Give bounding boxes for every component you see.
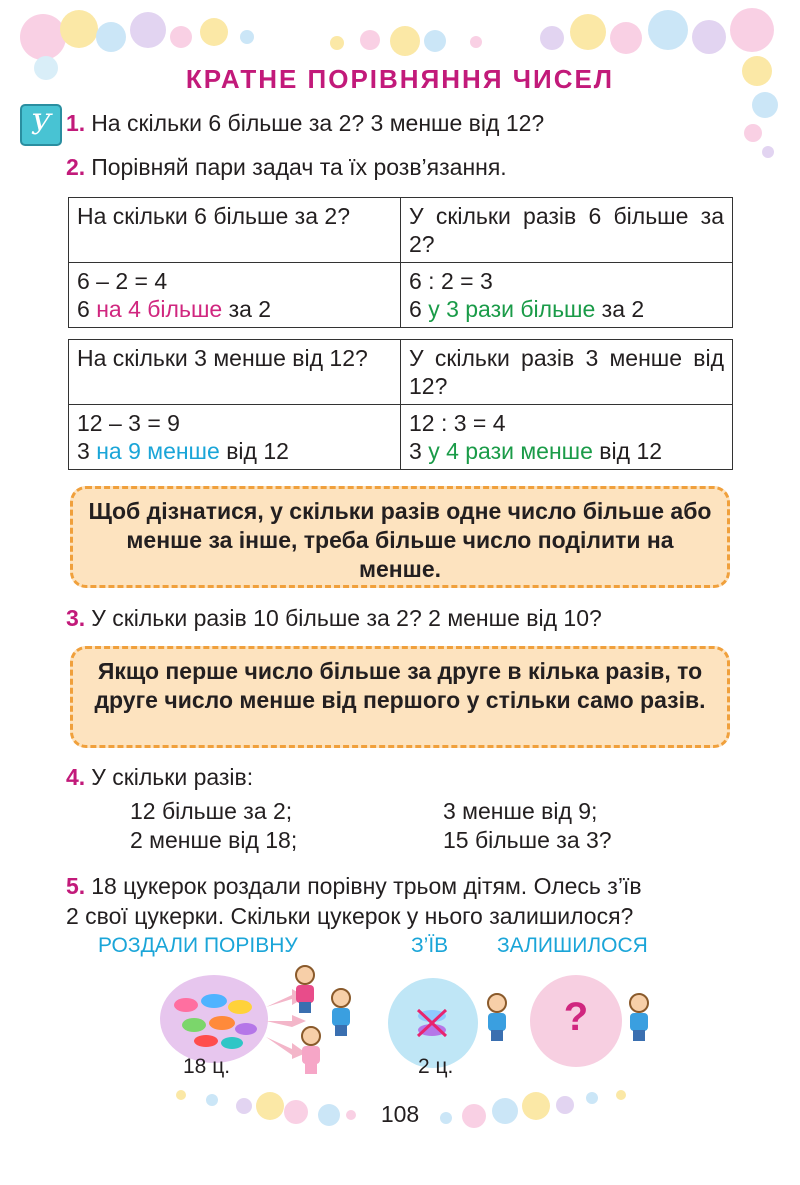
equation: 6 : 2 = 3 — [409, 268, 493, 294]
answer-highlight: на 4 більше — [96, 296, 223, 322]
answer — [77, 437, 392, 465]
rule-box-1: Щоб дізнатися, у скільки разів одне число більше або менше за інше, треба більше число поділити на менше. — [70, 486, 730, 588]
answer-highlight: у 3 рази більше — [428, 296, 596, 322]
task-4-column-left — [130, 797, 297, 855]
table-cell — [69, 405, 401, 470]
task-number: 1. — [66, 110, 86, 136]
task-number: 4. — [66, 764, 86, 790]
task-number: 3. — [66, 605, 86, 631]
comparison-table-2 — [68, 339, 733, 470]
table-cell — [69, 263, 401, 328]
task-5 — [66, 871, 642, 931]
answer-text: 6 — [409, 296, 429, 322]
task-text: Порівняй пари задач та їх розв’язання. — [91, 154, 507, 180]
task-2 — [66, 152, 507, 182]
boy-icon — [328, 988, 354, 1036]
page-title: КРАТНЕ ПОРІВНЯННЯ ЧИСЕЛ — [185, 64, 615, 94]
answer — [409, 295, 724, 323]
task-text: 18 цукерок роздали порівну трьом дітям. Олесь з’їв — [91, 873, 642, 899]
eaten-count: 2 ц. — [418, 1055, 454, 1078]
label-distributed: РОЗДАЛИ ПОРІВНУ — [98, 934, 298, 957]
comparison-table-1 — [68, 197, 733, 328]
candies-icon — [166, 985, 262, 1053]
label-left: ЗАЛИШИЛОСЯ — [497, 934, 648, 957]
equation: 12 – 3 = 9 — [77, 410, 180, 436]
table-cell — [401, 263, 733, 328]
boy-icon — [484, 993, 510, 1041]
answer-highlight: на 9 менше — [96, 438, 220, 464]
question-mark: ? — [563, 995, 589, 1039]
answer-highlight: у 4 рази менше — [428, 438, 593, 464]
task-text: На скільки 6 більше за 2? 3 менше від 12? — [91, 110, 545, 136]
label-ate: З’ЇВ — [411, 934, 449, 957]
answer-text: 3 — [409, 438, 429, 464]
answer-text: від 12 — [219, 438, 289, 464]
table-cell: На скільки 6 більше за 2? — [69, 198, 401, 263]
lesson-badge-icon: У — [20, 104, 62, 146]
answer-text: за 2 — [222, 296, 272, 322]
table-cell: На скільки 3 менше від 12? — [69, 340, 401, 405]
task-1 — [66, 108, 544, 138]
list-item: 3 менше від 9; — [443, 798, 598, 824]
answer-text: за 2 — [595, 296, 645, 322]
rule-box-2: Якщо перше число більше за друге в кілька разів, то друге число менше від першого у стільки само разів. — [70, 646, 730, 748]
task-number: 5. — [66, 873, 86, 899]
answer-text: 6 — [77, 296, 97, 322]
task-text: 2 свої цукерки. Скільки цукерок у нього залишилося? — [66, 903, 634, 929]
equation: 12 : 3 = 4 — [409, 410, 506, 436]
answer-text: від 12 — [592, 438, 663, 464]
list-item: 2 менше від 18; — [130, 827, 298, 853]
task-text: У скільки разів: — [91, 764, 254, 790]
task-4 — [66, 762, 253, 792]
list-item: 12 більше за 2; — [130, 798, 293, 824]
page-number: 108 — [380, 1101, 420, 1127]
candies-count: 18 ц. — [183, 1055, 231, 1078]
crossed-candies-icon — [412, 1006, 452, 1040]
task-3 — [66, 603, 602, 633]
task-4-column-right — [443, 797, 612, 855]
table-cell: У скільки разів 6 більше за 2? — [401, 198, 733, 263]
list-item: 15 більше за 3? — [443, 827, 612, 853]
girl-icon — [298, 1026, 324, 1074]
table-cell — [401, 405, 733, 470]
equation: 6 – 2 = 4 — [77, 268, 168, 294]
answer — [77, 295, 392, 323]
task-number: 2. — [66, 154, 86, 180]
table-cell: У скільки разів 3 менше від 12? — [401, 340, 733, 405]
boy-icon — [626, 993, 652, 1041]
answer — [409, 437, 724, 465]
answer-text: 3 — [77, 438, 97, 464]
girl-icon — [292, 965, 318, 1013]
task-text: У скільки разів 10 більше за 2? 2 менше від 10? — [91, 605, 602, 631]
